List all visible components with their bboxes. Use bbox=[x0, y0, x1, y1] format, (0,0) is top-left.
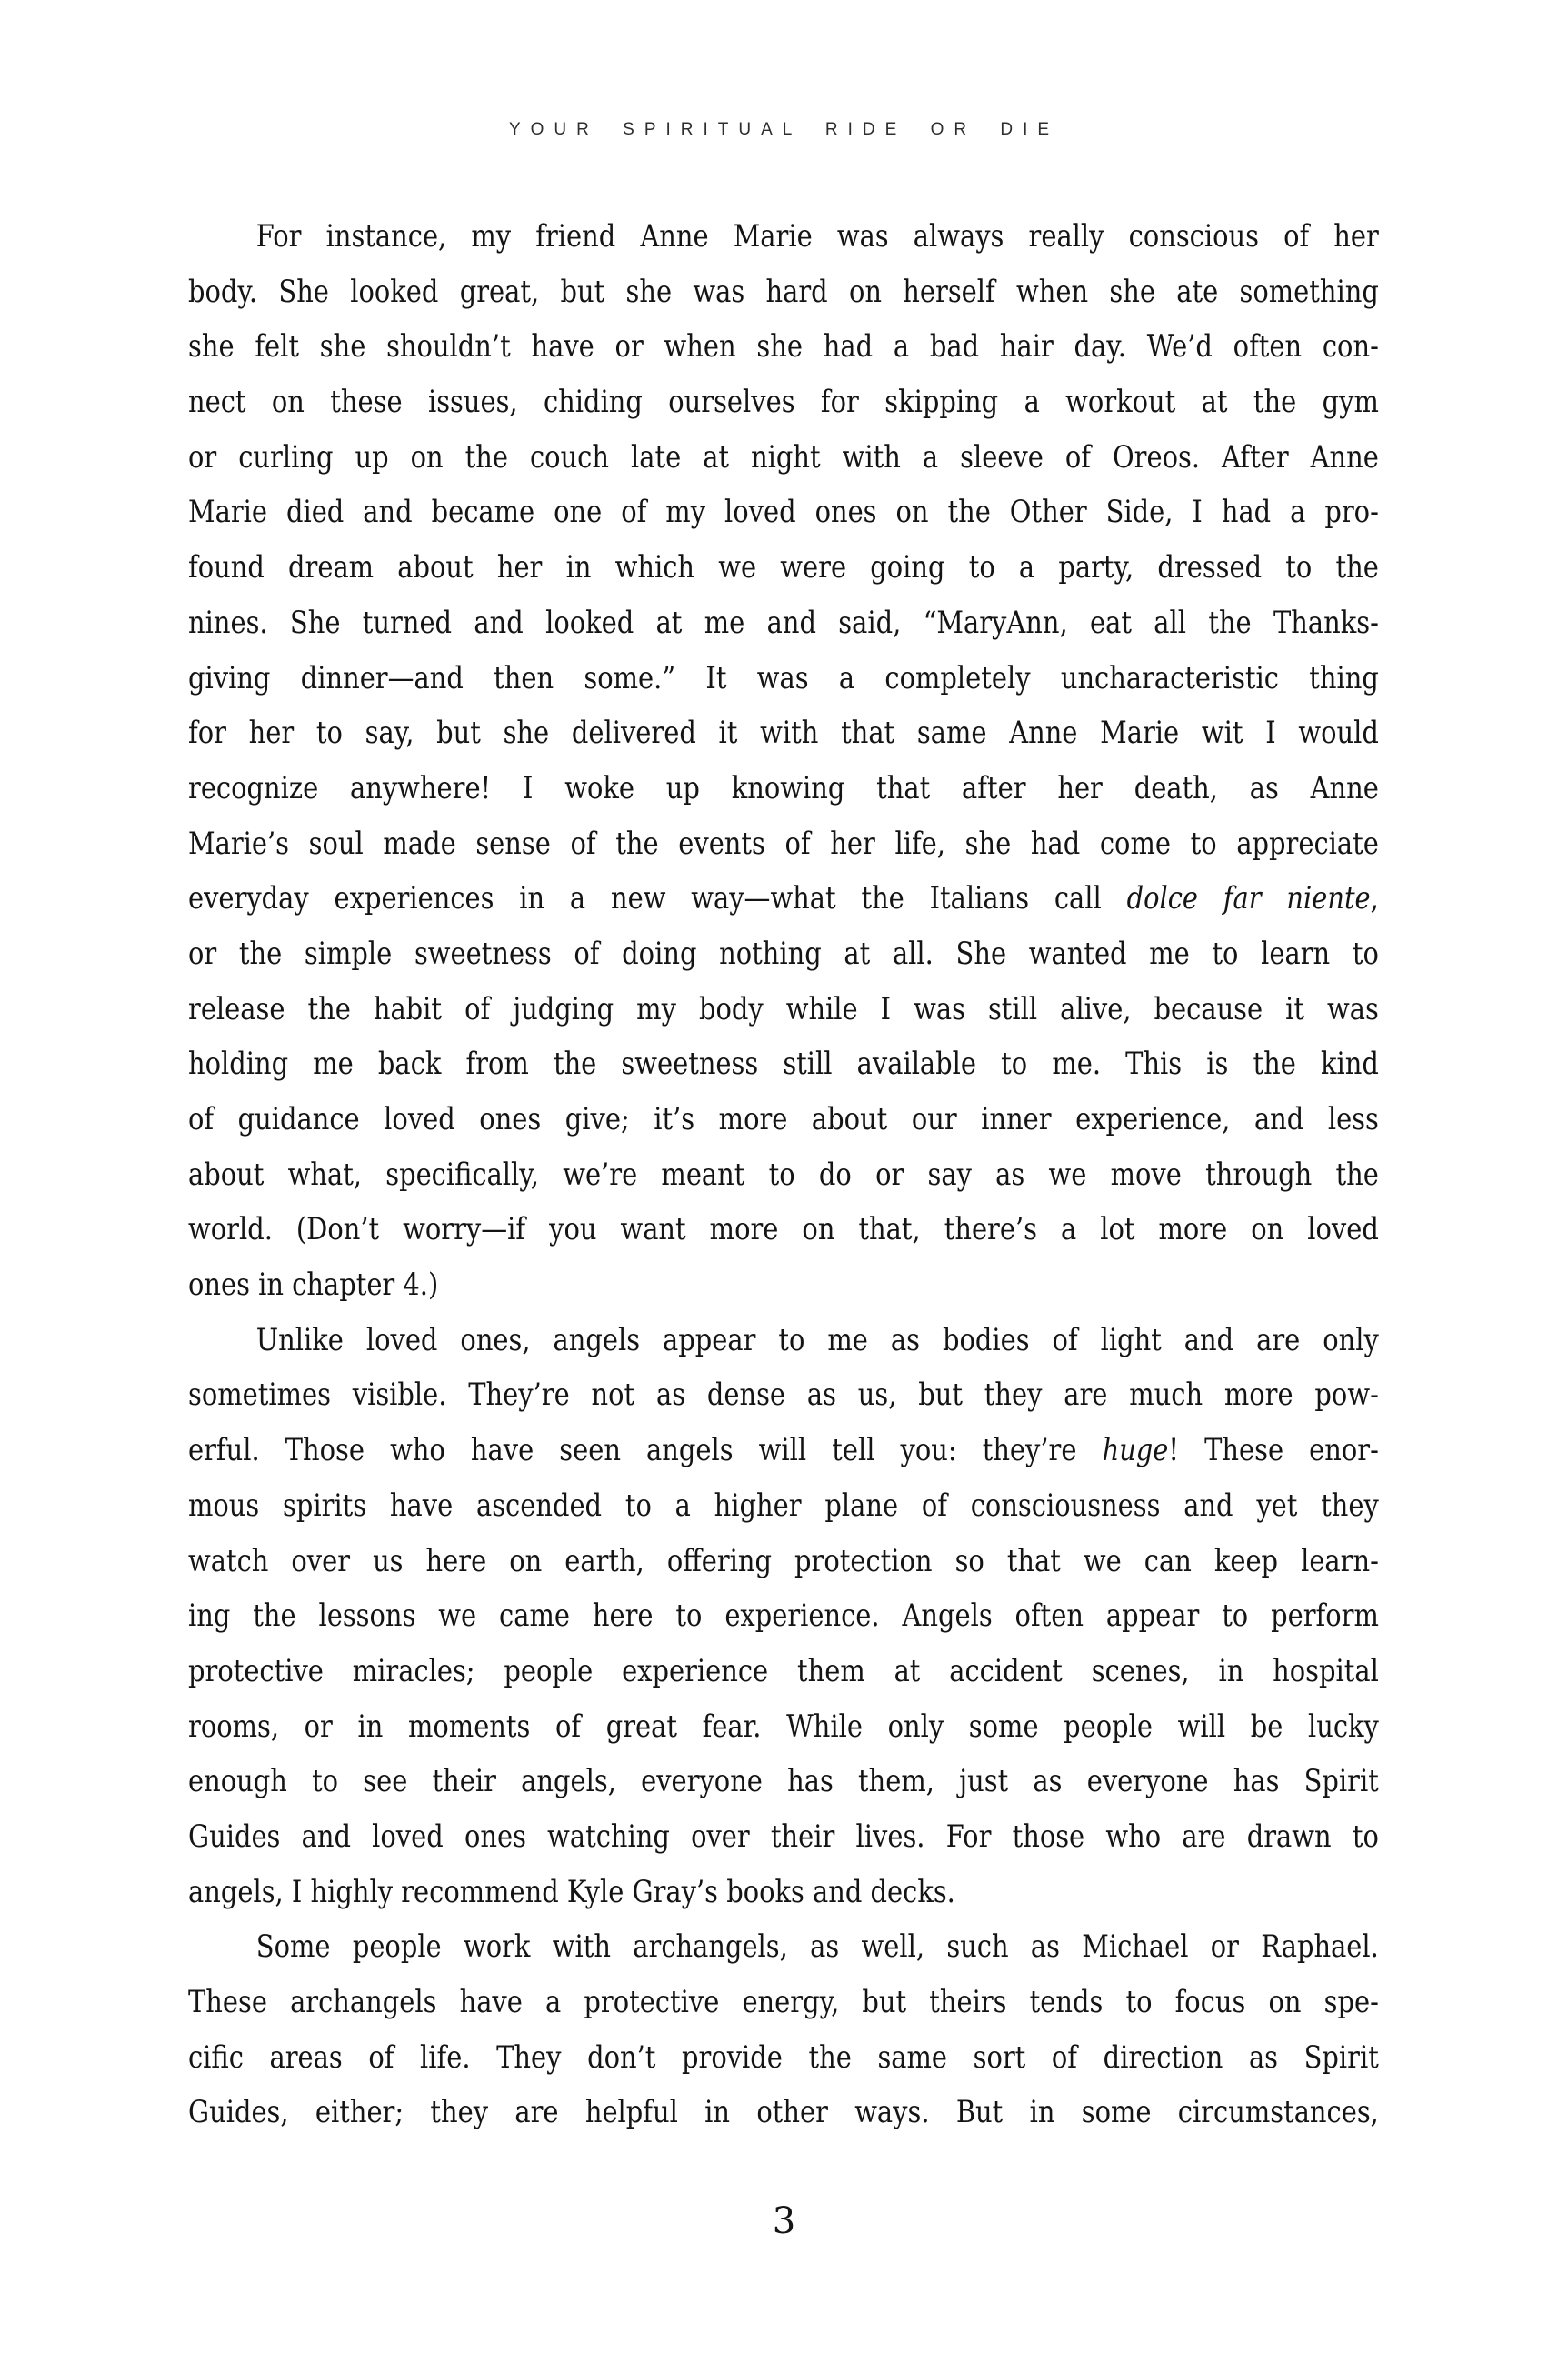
text-line: about what, specifically, we’re meant to do or say as we move through the bbox=[188, 1156, 1379, 1193]
text-line: angels, I highly recommend Kyle Gray’s books and decks. bbox=[188, 1873, 955, 1910]
text-line: Guides, either; they are helpful in other ways. But in some circumstances, bbox=[188, 2094, 1379, 2131]
page-body bbox=[188, 209, 1379, 2140]
text-line: These archangels have a protective energy, but theirs tends to focus on spe- bbox=[188, 1984, 1379, 2020]
text-line: Marie’s soul made sense of the events of her life, she had come to appreciate bbox=[188, 825, 1379, 862]
text-line: Some people work with archangels, as well, such as Michael or Raphael. bbox=[255, 1928, 1379, 1966]
text-line: Guides and loved ones watching over their lives. For those who are drawn to bbox=[188, 1818, 1379, 1855]
text-line: or the simple sweetness of doing nothing at all. She wanted me to learn to bbox=[188, 935, 1379, 972]
text-line: ing the lessons we came here to experience. Angels often appear to perform bbox=[188, 1598, 1379, 1635]
text-line: release the habit of judging my body while I was still alive, because it was bbox=[188, 990, 1379, 1027]
text-line: holding me back from the sweetness still available to me. This is the kind bbox=[188, 1046, 1379, 1083]
text-line: For instance, my friend Anne Marie was always really conscious of her bbox=[255, 218, 1379, 255]
text-line: rooms, or in moments of great fear. While only some people will be lucky bbox=[188, 1708, 1379, 1745]
text-line: recognize anywhere! I woke up knowing that after her death, as Anne bbox=[188, 769, 1379, 806]
text-line: cific areas of life. They don’t provide the same sort of direction as Spirit bbox=[188, 2038, 1379, 2076]
text-line: body. She looked great, but she was hard on herself when she ate something bbox=[188, 273, 1379, 310]
text-line: giving dinner—and then some.” It was a completely uncharacteristic thing bbox=[188, 659, 1379, 696]
text-line: Unlike loved ones, angels appear to me as bodies of light and are only bbox=[255, 1321, 1379, 1358]
text-line: nines. She turned and looked at me and said, “MaryAnn, eat all the Thanks- bbox=[188, 604, 1379, 641]
text-line: everyday experiences in a new way—what the Italians call dolce far niente, bbox=[188, 880, 1379, 917]
text-line: protective miracles; people experience them at accident scenes, in hospital bbox=[188, 1652, 1379, 1689]
text-line: watch over us here on earth, offering protection so that we can keep learn- bbox=[188, 1542, 1379, 1579]
text-line: erful. Those who have seen angels will tell you: they’re huge! These enor- bbox=[188, 1432, 1379, 1469]
text-line: of guidance loved ones give; it’s more about our inner experience, and less bbox=[188, 1101, 1379, 1137]
running-header: YOUR SPIRITUAL RIDE OR DIE bbox=[508, 120, 1060, 139]
text-line: for her to say, but she delivered it with that same Anne Marie wit I would bbox=[188, 715, 1379, 752]
text-line: found dream about her in which we were going to a party, dressed to the bbox=[188, 549, 1379, 586]
text-line: nect on these issues, chiding ourselves for skipping a workout at the gym bbox=[188, 384, 1379, 421]
text-line: mous spirits have ascended to a higher plane of consciousness and yet they bbox=[188, 1487, 1379, 1524]
text-line: sometimes visible. They’re not as dense as us, but they are much more pow- bbox=[188, 1377, 1379, 1414]
text-line: she felt she shouldn’t have or when she had a bad hair day. We’d often con- bbox=[188, 328, 1379, 366]
text-line: Marie died and became one of my loved ones on the Other Side, I had a pro- bbox=[188, 494, 1379, 531]
text-line: ones in chapter 4.) bbox=[188, 1267, 439, 1304]
text-line: enough to see their angels, everyone has them, just as everyone has Spirit bbox=[188, 1763, 1379, 1800]
page-number: 3 bbox=[772, 2200, 796, 2242]
text-line: world. (Don’t worry—if you want more on that, there’s a lot more on loved bbox=[188, 1211, 1379, 1248]
text-line: or curling up on the couch late at night with a sleeve of Oreos. After Anne bbox=[188, 438, 1379, 476]
